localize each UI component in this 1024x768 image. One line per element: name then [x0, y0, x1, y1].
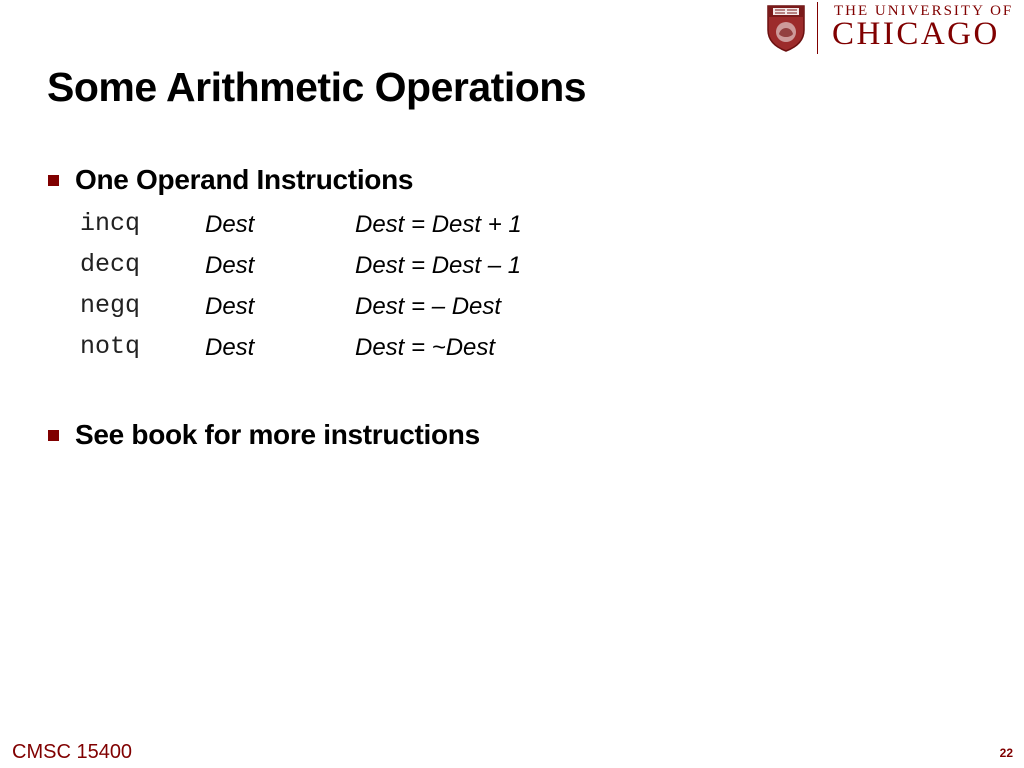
instruction-mnemonic: decq	[80, 250, 141, 279]
instruction-operand: Dest	[205, 334, 255, 361]
instruction-mnemonic: notq	[80, 332, 141, 361]
instruction-effect: Dest = Dest – 1	[355, 252, 522, 279]
footer-course-label: CMSC 15400	[12, 741, 133, 763]
bullet-see-book	[48, 419, 480, 451]
bullet-square-icon	[48, 430, 59, 441]
logo-text-chicago: CHICAGO	[832, 16, 1000, 52]
instruction-operand: Dest	[205, 293, 255, 320]
bullet-text: See book for more instructions	[75, 419, 480, 450]
instruction-operand: Dest	[205, 211, 255, 238]
logo-text-university: THE UNIVERSITY OF	[834, 3, 1014, 19]
bullet-square-icon	[48, 175, 59, 186]
bullet-one-operand	[48, 164, 413, 196]
university-logo	[766, 2, 1024, 56]
instruction-mnemonic: negq	[80, 291, 141, 320]
instruction-effect: Dest = – Dest	[355, 293, 502, 320]
footer-page-number: 22	[999, 746, 1013, 760]
logo-divider	[817, 2, 818, 54]
slide-title: Some Arithmetic Operations	[47, 64, 587, 110]
university-crest-icon	[766, 4, 806, 52]
bullet-text: One Operand Instructions	[75, 164, 414, 195]
instruction-mnemonic: incq	[80, 209, 141, 238]
instruction-effect: Dest = ~Dest	[355, 334, 496, 361]
instruction-effect: Dest = Dest + 1	[355, 211, 522, 238]
instruction-operand: Dest	[205, 252, 255, 279]
